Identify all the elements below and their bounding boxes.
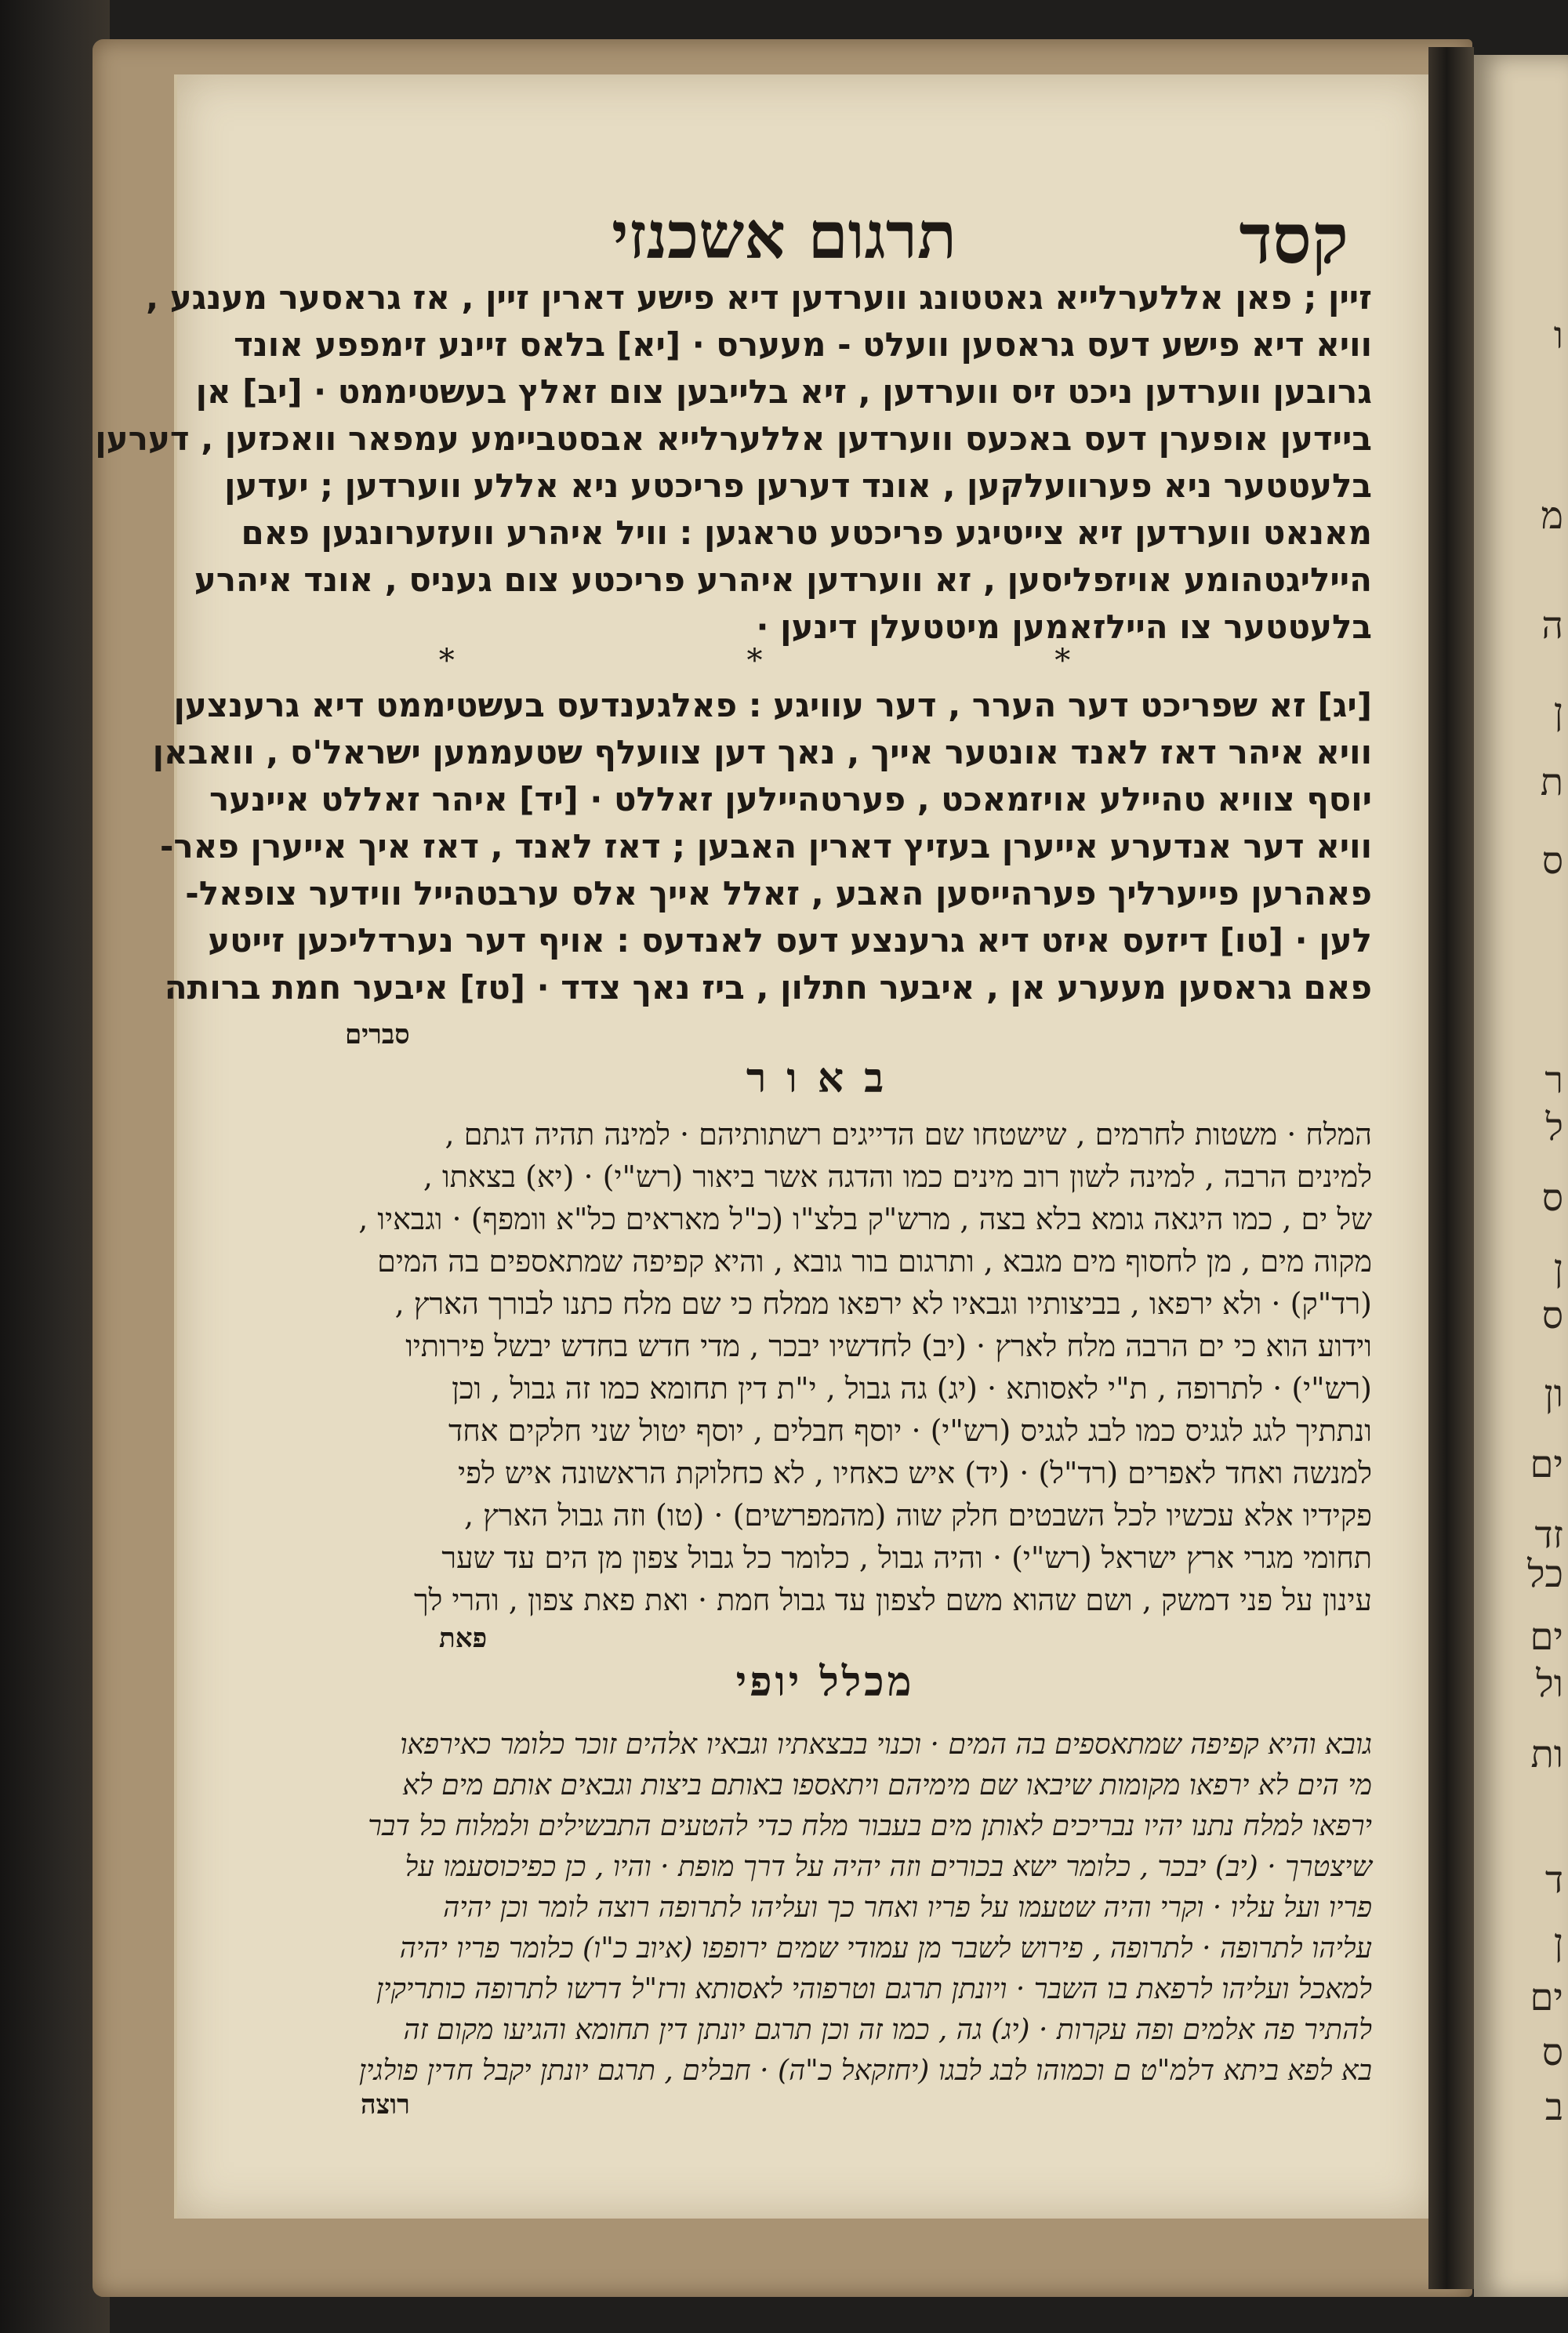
commentary-line: למאכל ועליהו לרפאת בו השבר · ויונתן תרגם וטרפוהי לאסותא ורז"ל דרשו לתרופה כותריקין	[376, 1973, 1372, 2005]
facing-page-fragment: ן	[1553, 1246, 1563, 1290]
facing-page-edge	[1474, 55, 1568, 2297]
commentary-text	[278, 1113, 1372, 1621]
text-line: גרובען ווערדען ניכט זיס ווערדען , זיא בלייבען צום זאלץ בעשטיממט · [יב] אן	[195, 372, 1372, 411]
commentary-line: למנשה ואחד לאפרים (רד"ל) · (יד) איש כאחיו , לא כחלוקת הראשונה איש לפי	[458, 1456, 1372, 1490]
facing-page-fragment: ל	[1545, 1105, 1563, 1149]
text-line: פאם גראסען מעערע אן , איבער חתלון , ביז נאך צדד · [טז] איבער חמת ברותה	[164, 968, 1372, 1007]
facing-page-fragment: ו	[1553, 314, 1563, 357]
text-line: הייליגטהומע אויזפליסען , זא ווערדען איהרע פריכטע צום געניס , אונד איהרע	[194, 561, 1372, 599]
facing-page-fragment: ס	[1541, 2030, 1563, 2074]
facing-page-fragment: ר	[1544, 1058, 1563, 1102]
commentary-line: מקוה מים , מן לחסוף מים מגבא , ותרגום בור גובא , והיא קפיפה שמתאספים בה המים	[377, 1244, 1372, 1279]
text-line: וויא איהר דאז לאנד אונטער אייך , נאך דען צוועלף שטעממען ישראל'ס , וואבאן	[152, 733, 1372, 771]
facing-page-fragment: מ	[1541, 494, 1563, 538]
facing-page-fragment: ה	[1541, 604, 1563, 648]
facing-page-fragment: ים	[1530, 1976, 1563, 2019]
text-line: בלעטטער ניא פערוועלקען , אונד דערען פריכטע ניא אללע ווערדען ; יעדען	[224, 466, 1372, 505]
commentary-line: מי הים לא ירפאו מקומות שיבאו שם מימיהם ויתאספו באותם ביצות וגבאים אותם מים לא	[402, 1769, 1372, 1801]
commentary-heading: באור	[746, 1054, 905, 1102]
second-commentary-heading: מכלל יופי	[735, 1658, 915, 1706]
facing-page-fragment: כל	[1527, 1552, 1563, 1596]
commentary-line: שיצטרך · (יב) יבכר , כלומר ישא בכורים וזה יהיה על דרך מופת · והיו , כן כפיכוסעמו על	[405, 1851, 1372, 1883]
text-line: וויא דער אנדערע אייערן בעזיץ דארין האבען ; דאז לאנד , דאז איך אייערן פאר-	[159, 827, 1372, 865]
text-line: יוסף צוויא טהיילע אויזמאכט , פערטהיילען זאללט · [יד] איהר זאללט איינער	[209, 780, 1372, 818]
commentary-line: תחומי מגרי ארץ ישראל (רש"י) · והיה גבול , כלומר כל גבול צפון מן הים עד שער	[441, 1540, 1372, 1575]
facing-page-fragment: ן	[1553, 690, 1563, 734]
facing-page-fragment: ד	[1544, 1858, 1563, 1902]
commentary-line: גובא והיא קפיפה שמתאספים בה המים · וכנוי בבצאתיו וגבאיו אלהים זוכר כלומר כאירפאו	[400, 1729, 1372, 1761]
text-line: וויא דיא פישע דעס גראסען וועלט - מעערס · [יא] בלאס זיינע זימפפע אונד	[234, 325, 1372, 364]
page-header	[298, 165, 1348, 279]
commentary-line: למינים הרבה , למינה לשון רוב מינים כמו והדגה אשר ביאור (רש"י) · (יא) בצאתו ,	[423, 1159, 1372, 1194]
book-gutter	[1428, 47, 1474, 2289]
catchword: רוצה	[361, 2089, 410, 2121]
commentary-line: של ים , כמו היגאה גומא בלא בצה , מרש"ק בלצ"ו (כ"ל מאראים כל"א וומפף) · וגבאיו ,	[358, 1202, 1372, 1236]
facing-page-fragment: ול	[1536, 1662, 1563, 1706]
facing-page-fragment: ב	[1544, 2085, 1563, 2129]
commentary-line: ונתתיך לגג לגגיס כמו לבג לגגיס (רש"י) · יוסף חבלים , יוסף יטול שני חלקים אחד	[448, 1413, 1372, 1448]
commentary-line: וידוע הוא כי ים הרבה מלח לארץ · (יב) לחדשיו יבכר , מדי חדש בחדש יבשל פירותיו	[405, 1329, 1372, 1363]
commentary-line: עינון על פני דמשק , ושם שהוא משם לצפון עד גבול חמת · ואת פאת צפון , והרי לך	[413, 1583, 1372, 1617]
text-line: לען · [טו] דיזעס איזט דיא גרענצע דעס לאנדעס : אויף דער נערדליכען זייטע	[208, 921, 1372, 960]
commentary-line: להתיר פה אלמים ופה עקרות · (יג) גה , כמו זה וכן תרגם יונתן דין תחומא והגיעו מקום זה	[403, 2014, 1372, 2046]
facing-page-fragment: זד	[1534, 1513, 1563, 1557]
commentary-line: עליהו לתרופה · לתרופה , פירוש לשבר מן עמודי שמים ירופפו (איוב כ"ו) כלומר פריו יהיה	[399, 1932, 1372, 1965]
text-line: מאנאט ווערדען זיא צייטיגע פריכטע טראגען : וויל איהרע וועזערונגען פאם	[241, 513, 1372, 552]
text-line: ביידען אופערן דעס באכעס ווערדען אללערלייא אבסטביימע עמפאר וואכזען , דערען	[95, 419, 1372, 458]
text-line	[278, 1011, 1372, 1058]
commentary-line: ירפאו למלח נתנו יהיו נבריכים לאותן מים בעבור מלח כדי להטעים התבשילים ולמלוח כל דבר	[368, 1810, 1372, 1842]
commentary-line: (רש"י) · לתרופה , ת"י לאסותא · (יג) גה גבול , י"ת דין תחומא כמו זה גבול , וכן	[452, 1371, 1372, 1406]
text-line: זיין ; פאן אללערלייא גאטטונג ווערדען דיא פישע דארין זיין , אז גראסער מענגע ,	[146, 278, 1372, 317]
page-number: קסד	[1239, 198, 1348, 279]
facing-page-fragment: ס	[1541, 1293, 1563, 1337]
commentary-line: בא לפא ביתא דלמ"ט ם וכמוהו לבג לבגו (יחזקאל כ"ה) · חבלים , תרגם יונתן יקבל חדין פולגין	[358, 2055, 1372, 2087]
commentary-line: פריו ועל עליו · וקרי והיה שטעמו על פריו ואחר כך ועליהו לתרופה רוצה לומר וכן יהיה	[443, 1892, 1372, 1924]
asterism-ornament: * * *	[438, 643, 1212, 679]
facing-page-fragment: ים	[1530, 1442, 1563, 1486]
facing-page-fragment: ון	[1544, 1372, 1563, 1416]
commentary-line: המלח · משטות לחרמים , שישטחו שם הדייגים רשתותיהם · למינה תהיה דגתם ,	[445, 1117, 1372, 1152]
facing-page-fragment: ים	[1530, 1615, 1563, 1659]
facing-page-fragment: ת	[1540, 760, 1563, 804]
facing-page-fragment: ות	[1530, 1733, 1563, 1776]
text-line: פאהרען פייערליך פערהייסען האבע , זאלל אייך אלס ערבטהייל ווידער צופאל-	[185, 874, 1372, 913]
commentary-line: (רד"ק) · ולא ירפאו , בביצותיו וגבאיו לא ירפאו ממלח כי שם מלח כתנו לבורך הארץ ,	[394, 1286, 1372, 1321]
text-line: [יג] זא שפריכט דער הערר , דער עוויגע : פאלגענדעס בעשטיממט דיא גרענצען	[173, 686, 1372, 724]
facing-page-fragment: ן	[1553, 1921, 1563, 1965]
second-commentary-text	[278, 1725, 1372, 2092]
catchword: פאת	[439, 1623, 488, 1654]
facing-page-fragment: ס	[1541, 1176, 1563, 1220]
catchword: סברים	[345, 1019, 410, 1050]
facing-page-fragment: ס	[1541, 839, 1563, 883]
running-title: תרגום אשכנזי	[612, 198, 956, 274]
text-line: בלעטטער צו היילזאמען מיטטעלן דינען ·	[756, 608, 1372, 646]
commentary-line: פקידיו אלא עכשיו לכל השבטים חלק שוה (מהמפרשים) · (טו) וזה גבול הארץ ,	[463, 1498, 1372, 1533]
